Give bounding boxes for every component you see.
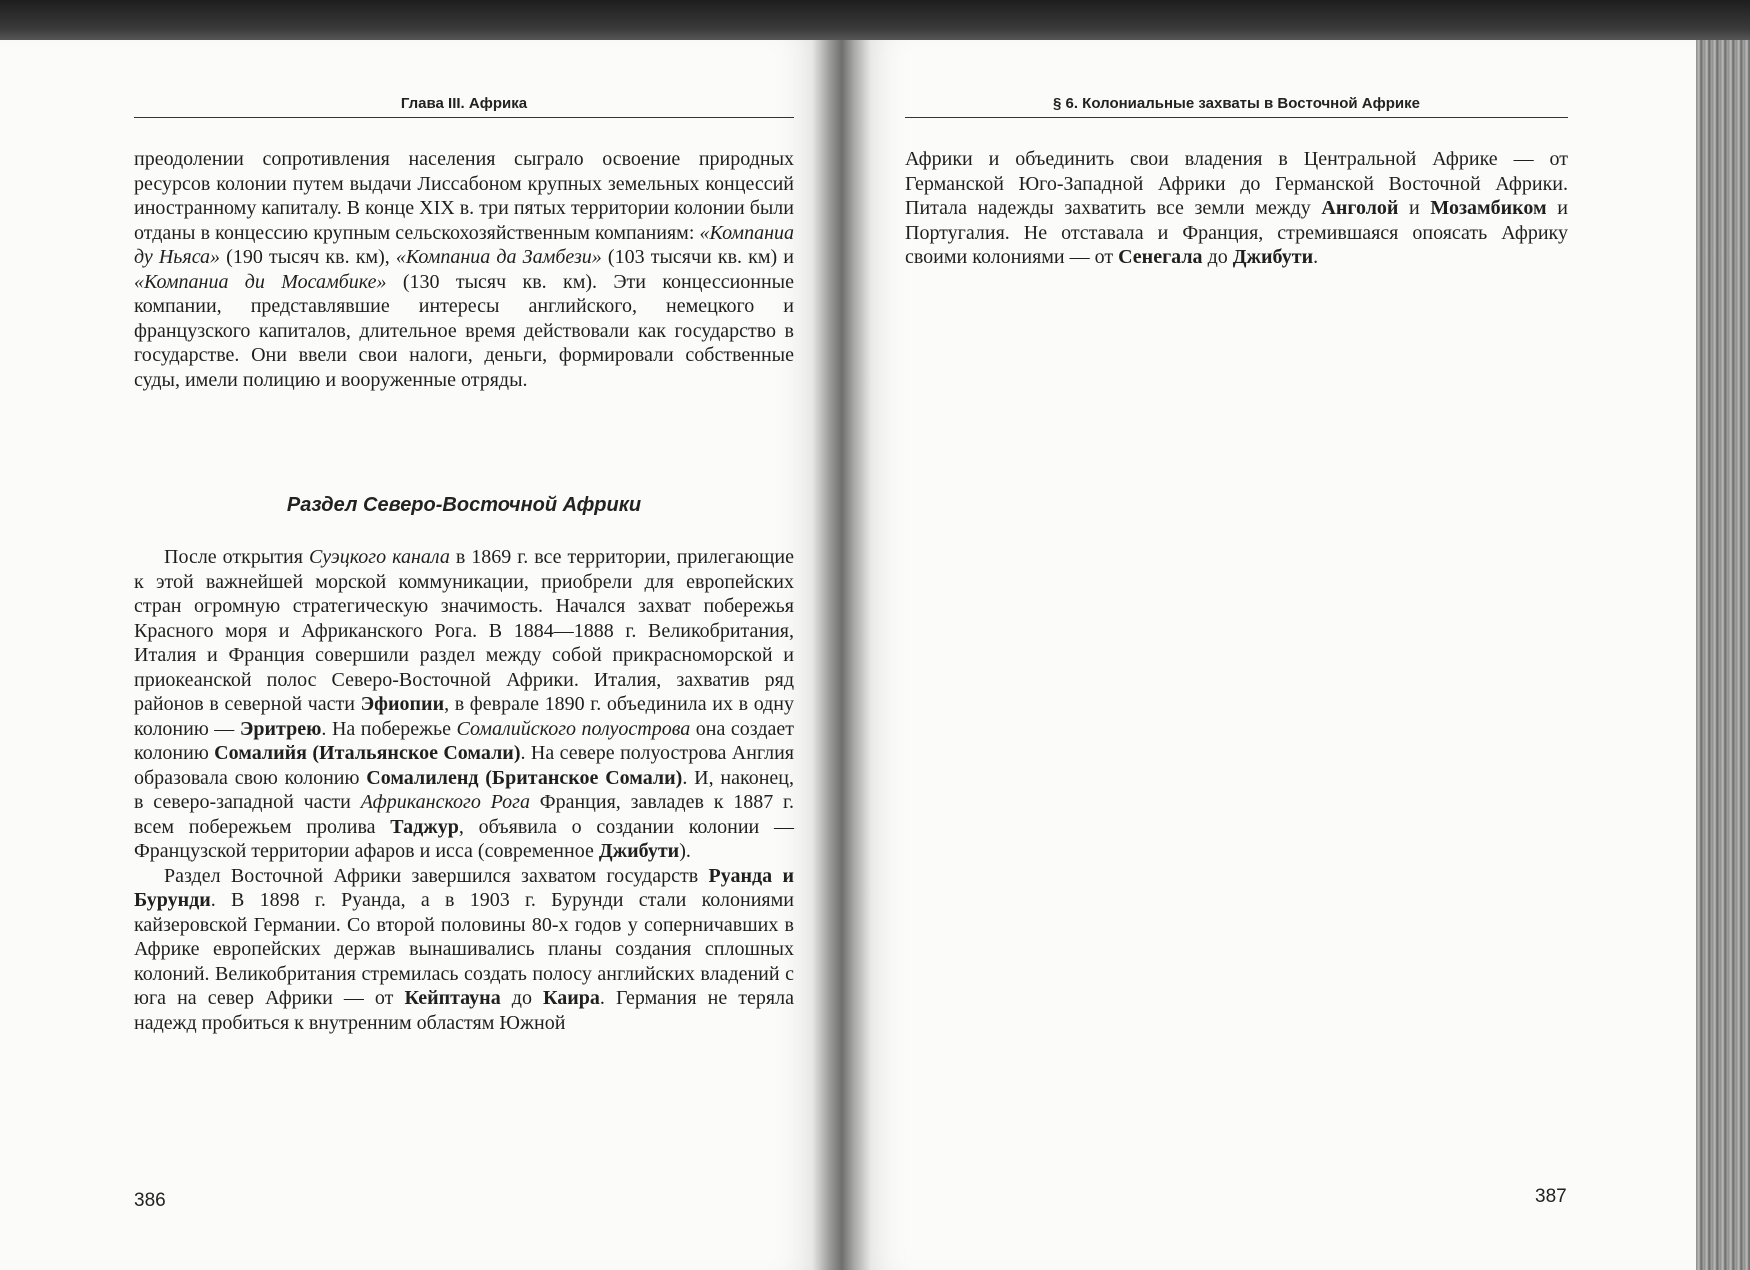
text-run: Франция, завладев к 1887 г. всем побережьем пролива <box>134 791 794 838</box>
bold-term: Сомалиленд (Британское Сомали) <box>366 766 683 789</box>
italic-term: Суэцкого канала <box>308 546 450 568</box>
text-run: в 1869 г. все территории, прилегающие к этой важнейшей морской коммуникации, приобрели для европейских стран огромную стратегическую значимость. Начался захват побережья Красного моря и Африканского Рога. В 1884—1888 г. Великобритания, Италия и Франция совершили раздел между собой прикрасноморской и приокеанской полос Северо-Восточной Африки. Италия, захватив ряд районов в северной части <box>134 546 794 715</box>
text-run: (103 тысячи кв. км) и <box>601 246 795 268</box>
bold-term: Эритрею <box>239 717 322 740</box>
text-run: ). <box>679 840 691 862</box>
bold-term: Сомалийя (Итальянское Сомали) <box>214 742 521 764</box>
italic-term: «Компаниа ди Мосамбике» <box>134 270 387 293</box>
right-running-head: § 6. Колониальные захваты в Восточной Африке <box>1053 95 1420 112</box>
bold-term: Джибути <box>1232 246 1314 268</box>
text-run: . В 1898 г. Руанда, а в 1903 г. Бурунди стали колониями кайзеровской Германии. Со второй половины 80-х годов у соперничавших в Африке европейских держав вынашивались планы создания сплошных колоний. Великобритания стремилась создать полосу английских владений с юга на север Африки — от <box>134 889 794 1009</box>
text-run: до <box>1202 246 1233 268</box>
text-run: . На побережье <box>321 717 457 740</box>
right-page-number: 387 <box>1535 1186 1567 1207</box>
text-run: , объявила о создании колонии — Французской территории афаров и исса (современное <box>134 815 794 862</box>
section-heading: Раздел Северо-Восточной Африки <box>286 494 642 516</box>
right-text-block <box>905 147 1568 270</box>
bold-term: Каира <box>543 987 600 1009</box>
text-run: она создает колонию <box>134 717 794 764</box>
bold-term: Сенегала <box>1118 246 1203 268</box>
text-run: . На севере полуострова Англия образовала свою колонию <box>134 742 795 789</box>
text-run: Африки и объединить свои владения в Центральной Африке — от Германской Юго-Западной Африки до Германской Восточной Африки. Питала надежды захватить все земли между <box>905 148 1568 219</box>
right-header-rule <box>905 117 1568 118</box>
text-run: до <box>500 987 544 1009</box>
italic-term: Сомалийского полуострова <box>456 717 691 740</box>
text-run: После открытия <box>164 546 309 568</box>
left-header-rule <box>134 117 794 118</box>
bold-term: Анголой <box>1321 197 1399 219</box>
text-run: . <box>1313 246 1319 268</box>
text-run: . И, наконец, в северо-западной части <box>134 766 794 813</box>
bold-term: Мозамбиком <box>1430 197 1547 219</box>
italic-term: «Компаниа ду Ньяса» <box>134 221 794 268</box>
italic-term: Африканского Рога <box>360 791 530 813</box>
text-run: , в феврале 1890 г. объединила их в одну колонию — <box>134 693 794 740</box>
bold-term: Таджур <box>390 815 459 838</box>
left-paragraph-2 <box>134 545 794 864</box>
text-run: Раздел Восточной Африки завершился захватом государств <box>164 864 709 887</box>
right-paragraph-1 <box>905 147 1568 270</box>
text-run: и <box>1398 197 1431 219</box>
left-page-number: 386 <box>134 1190 166 1211</box>
text-run: (130 тысяч кв. км). Эти концессионные компании, представлявшие интересы английского, немецкого и французского капиталов, длительное время действовали как государство в государстве. Они ввели свои налоги, деньги, формировали собственные суды, имели полицию и вооруженные отряды. <box>134 270 794 391</box>
text-run: и Португалия. Не отставала и Франция, стремившаяся опоясать Африку своими колониями — от <box>905 197 1569 268</box>
left-paragraph-3 <box>134 864 794 1036</box>
bold-term: Джибути <box>598 840 680 862</box>
left-text-block-2 <box>134 545 794 1035</box>
text-run: . Германия не теряла надежд пробиться к внутренним областям Южной <box>134 987 794 1034</box>
left-running-head: Глава III. Африка <box>400 95 528 112</box>
left-text-block-1 <box>134 147 794 392</box>
text-run: (190 тысяч кв. км), <box>220 246 396 268</box>
left-paragraph-1 <box>134 147 794 392</box>
bold-term: Эфиопии <box>360 693 445 715</box>
italic-term: «Компаниа да Замбези» <box>395 246 602 268</box>
bold-term: Кейптауна <box>404 987 501 1009</box>
text-run: преодолении сопротивления населения сыграло освоение природных ресурсов колонии путем выдачи Лиссабоном крупных земельных концессий иностранному капиталу. В конце XIX в. три пятых территории колонии были отданы в концессию крупным сельскохозяйственным компаниям: <box>134 148 794 244</box>
book-gutter <box>812 40 872 1270</box>
bold-term: Руанда и Бурунди <box>134 864 794 911</box>
page-edges <box>1696 40 1750 1270</box>
